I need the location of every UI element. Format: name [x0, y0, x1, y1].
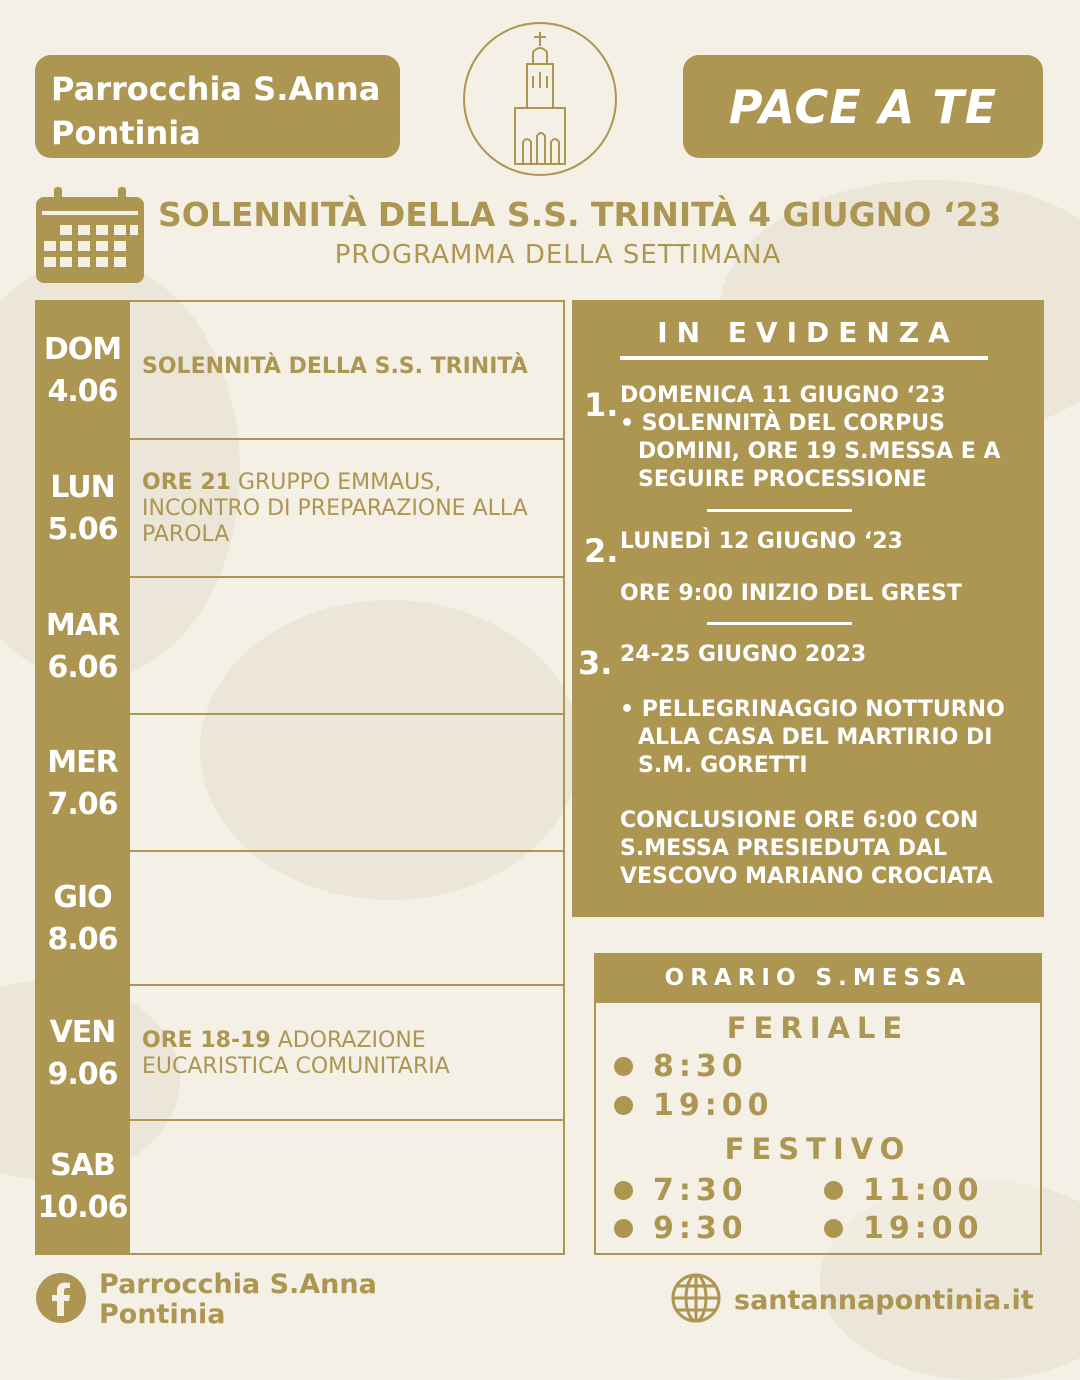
day-name: MAR: [45, 607, 120, 643]
bullet-icon: [824, 1219, 843, 1238]
parish-name-line2: Pontinia: [51, 114, 201, 152]
day-label: [35, 578, 130, 715]
day-event-text: ADORAZIONE EUCARISTICA COMUNITARIA: [142, 1028, 450, 1079]
highlight-detail: ALLA CASA DEL MARTIRIO DI: [638, 725, 993, 750]
schedule-row: [35, 713, 565, 852]
day-event: [142, 1028, 552, 1080]
mass-times-panel: [594, 953, 1042, 1255]
highlight-number: 3.: [578, 644, 613, 682]
schedule-row: [35, 1119, 565, 1255]
day-name: VEN: [49, 1014, 116, 1050]
highlight-number: 2.: [584, 532, 619, 570]
day-name: DOM: [43, 331, 122, 367]
day-label: [35, 715, 130, 852]
schedule-row: [35, 576, 565, 715]
facebook-page-name: [99, 1270, 377, 1330]
schedule-row: [35, 984, 565, 1121]
highlight-detail: SEGUIRE PROCESSIONE: [638, 467, 927, 492]
highlight-detail: • SOLENNITÀ DEL CORPUS: [620, 411, 945, 436]
motto-badge: PACE A TE: [683, 55, 1043, 158]
weekly-schedule: [35, 300, 565, 1255]
day-event-bold: ORE 18-19: [142, 1028, 271, 1053]
highlight-detail: S.M. GORETTI: [638, 753, 808, 778]
day-date: 6.06: [47, 649, 118, 685]
facebook-name-line2: Pontinia: [99, 1299, 226, 1330]
event-title: SOLENNITÀ DELLA S.S. TRINITÀ 4 GIUGNO ‘23: [158, 195, 1002, 234]
day-label: [35, 1121, 130, 1253]
divider: [707, 509, 852, 512]
day-date: 10.06: [37, 1190, 128, 1225]
holiday-time: 11:00: [824, 1173, 984, 1208]
day-date: 8.06: [47, 921, 118, 957]
day-date: 7.06: [47, 786, 118, 822]
day-label: [35, 986, 130, 1121]
holiday-time: 19:00: [824, 1211, 984, 1246]
bullet-icon: [614, 1219, 633, 1238]
highlight-detail: ORE 9:00 INIZIO DEL GREST: [620, 581, 962, 606]
weekday-time: 8:30: [614, 1049, 748, 1084]
day-date: 9.06: [47, 1056, 118, 1092]
day-event-bold: SOLENNITÀ DELLA S.S. TRINITÀ: [142, 354, 528, 379]
holiday-time: 9:30: [614, 1211, 748, 1246]
day-name: MER: [47, 744, 118, 780]
day-event: [142, 354, 552, 380]
bullet-icon: [614, 1096, 633, 1115]
website-link[interactable]: [670, 1272, 1034, 1328]
highlight-date: LUNEDÌ 12 GIUGNO ‘23: [620, 529, 903, 554]
holiday-label: FESTIVO: [724, 1132, 912, 1166]
day-label: [35, 302, 130, 439]
schedule-row: [35, 850, 565, 985]
day-label: [35, 440, 130, 577]
event-subtitle: PROGRAMMA DELLA SETTIMANA: [334, 240, 782, 270]
day-event-text: GRUPPO EMMAUS, INCONTRO DI PREPARAZIONE ALLA PAROLA: [142, 470, 528, 547]
day-name: GIO: [53, 879, 112, 915]
highlight-item: [620, 382, 1040, 494]
title-underline: [620, 356, 988, 360]
schedule-row: [35, 300, 565, 439]
highlight-detail: • PELLEGRINAGGIO NOTTURNO: [620, 697, 1005, 722]
highlight-conclusion: CONCLUSIONE ORE 6:00 CON: [620, 808, 979, 833]
highlight-conclusion: S.MESSA PRESIEDUTA DAL: [620, 836, 948, 861]
website-url: santannapontinia.it: [734, 1284, 1034, 1316]
mass-times-title: ORARIO S.MESSA: [594, 953, 1042, 1003]
day-label: [35, 852, 130, 985]
day-date: 4.06: [47, 373, 118, 409]
highlight-conclusion: VESCOVO MARIANO CROCIATA: [620, 864, 993, 889]
bullet-icon: [614, 1181, 633, 1200]
weekday-label: FERIALE: [726, 1011, 910, 1045]
highlight-date: DOMENICA 11 GIUGNO ‘23: [620, 383, 946, 408]
highlight-date: 24-25 GIUGNO 2023: [620, 642, 867, 667]
highlights-panel: [572, 300, 1044, 917]
parish-name-line1: Parrocchia S.Anna: [51, 70, 381, 108]
facebook-name-line1: Parrocchia S.Anna: [99, 1269, 377, 1300]
church-logo-icon: [463, 22, 617, 176]
globe-icon: [670, 1272, 722, 1328]
bullet-icon: [614, 1057, 633, 1076]
day-date: 5.06: [47, 511, 118, 547]
highlight-number: 1.: [584, 386, 619, 424]
highlight-item: [620, 641, 1040, 891]
day-name: SAB: [50, 1148, 115, 1183]
facebook-link[interactable]: [35, 1270, 377, 1330]
day-name: LUN: [50, 469, 115, 505]
bullet-icon: [824, 1181, 843, 1200]
calendar-icon: [36, 187, 144, 287]
day-event: [142, 470, 552, 548]
highlight-item: [620, 528, 1040, 608]
parish-name-badge: [35, 55, 400, 158]
holiday-time: 7:30: [614, 1173, 748, 1208]
divider: [707, 622, 852, 625]
highlight-detail: DOMINI, ORE 19 S.MESSA E A: [638, 439, 1001, 464]
weekday-time: 19:00: [614, 1088, 774, 1123]
highlights-title: IN EVIDENZA: [657, 316, 959, 349]
day-event-bold: ORE 21: [142, 470, 231, 495]
facebook-icon: [35, 1272, 87, 1328]
schedule-row: [35, 438, 565, 577]
